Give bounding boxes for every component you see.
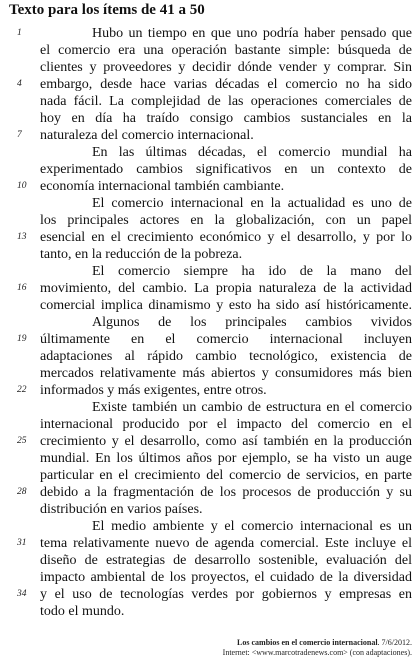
line-text: esencial en el crecimiento económico y el desarrollo, y por lo	[40, 230, 412, 245]
line-text: tanto, en la reducción de la pobreza.	[40, 247, 243, 262]
line-number: 22	[17, 385, 27, 395]
text-line	[0, 314, 420, 331]
line-number: 34	[17, 589, 27, 599]
text-line	[0, 110, 420, 127]
line-text: tema relativamente nuevo de agenda comercial. Este incluye el	[40, 536, 412, 551]
text-line	[0, 348, 420, 365]
line-text: experimentado cambios significativos en un contexto de	[40, 162, 412, 177]
line-text: Hubo un tiempo en que uno podría haber pensado que	[92, 26, 412, 41]
line-text: informados y más exigentes, entre otros.	[40, 383, 267, 398]
text-line	[0, 25, 420, 42]
text-line	[0, 450, 420, 467]
line-text: comercial implica dinamismo y esto ha sido así históricamente.	[40, 298, 412, 313]
text-line	[0, 59, 420, 76]
text-line	[0, 161, 420, 178]
line-text: embargo, desde hace varias décadas el comercio no ha sido	[40, 77, 412, 92]
text-line	[0, 484, 420, 501]
line-number: 10	[17, 181, 27, 191]
line-text: el comercio era una operación bastante simple: búsqueda de	[40, 43, 412, 58]
text-line	[0, 365, 420, 382]
line-number: 31	[17, 538, 27, 548]
text-line	[0, 195, 420, 212]
line-number: 7	[17, 130, 22, 140]
line-text: El comercio siempre ha ido de la mano del	[92, 264, 412, 279]
text-line	[0, 127, 420, 144]
text-line	[0, 535, 420, 552]
text-line	[0, 297, 420, 314]
text-line	[0, 416, 420, 433]
line-text: mercados relativamente más abiertos y consumidores más bien	[40, 366, 412, 381]
line-number: 25	[17, 436, 27, 446]
line-text: nada fácil. La complejidad de las operaciones comerciales de	[40, 94, 412, 109]
text-line	[0, 93, 420, 110]
text-line	[0, 518, 420, 535]
text-line	[0, 144, 420, 161]
line-text: economía internacional también cambiante.	[40, 179, 285, 194]
line-text: y el uso de tecnologías verdes por gobiernos y empresas en	[40, 587, 412, 602]
text-line	[0, 603, 420, 620]
line-text: Existe también un cambio de estructura en el comercio	[92, 400, 412, 415]
line-text: crecimiento y el desarrollo, como así también en la producción	[40, 434, 412, 449]
text-line	[0, 76, 420, 93]
line-text: impacto ambiental de los proyectos, el cuidado de la diversidad	[40, 570, 412, 585]
line-number: 4	[17, 79, 22, 89]
line-text: adaptaciones al rápido cambio tecnológico, existencia de	[40, 349, 412, 364]
text-line	[0, 263, 420, 280]
text-line	[0, 178, 420, 195]
text-line	[0, 212, 420, 229]
text-line	[0, 569, 420, 586]
source-line-1	[223, 638, 412, 648]
line-text: mundial. En los últimos años por ejemplo, se ha visto un auge	[40, 451, 412, 466]
line-text: Algunos de los principales cambios vividos	[92, 315, 412, 330]
line-text: los principales actores en la globalización, con un papel	[40, 213, 412, 228]
line-number: 19	[17, 334, 27, 344]
source-date: . 7/6/2012.	[377, 638, 412, 647]
text-line	[0, 552, 420, 569]
source-line-2: Internet: <www.marcotradenews.com> (con adaptaciones).	[222, 648, 412, 657]
line-text: En las últimas décadas, el comercio mundial ha	[92, 145, 412, 160]
line-text: clientes y proveedores y decidir dónde vender y comprar. Sin	[40, 60, 412, 75]
line-text: El comercio internacional en la actualidad es uno de	[92, 196, 412, 211]
line-text: naturaleza del comercio internacional.	[40, 128, 254, 143]
line-number: 1	[17, 28, 22, 38]
text-line	[0, 280, 420, 297]
text-line	[0, 42, 420, 59]
text-body	[0, 25, 420, 620]
line-text: movimiento, del cambio. La propia naturaleza de la actividad	[40, 281, 412, 296]
line-text: diseño de estrategias de desarrollo sostenible, evaluación del	[40, 553, 412, 568]
text-line	[0, 229, 420, 246]
text-line	[0, 399, 420, 416]
line-text: distribución en varios países.	[40, 502, 203, 517]
source-citation	[223, 638, 412, 658]
text-line	[0, 246, 420, 263]
text-line	[0, 331, 420, 348]
line-text: El medio ambiente y el comercio internacional es un	[92, 519, 412, 534]
text-line	[0, 467, 420, 484]
line-text: hoy en día ha traído consigo cambios sustanciales en la	[40, 111, 412, 126]
line-text: particular en el crecimiento del comercio de servicios, en parte	[40, 468, 412, 483]
line-number: 28	[17, 487, 27, 497]
line-text: últimamente en el comercio internacional incluyen	[40, 332, 412, 347]
section-title: Texto para los ítems de 41 a 50	[9, 2, 205, 18]
line-text: debido a la fragmentación de los procesos de producción y su	[40, 485, 412, 500]
text-line	[0, 382, 420, 399]
text-line	[0, 501, 420, 518]
source-article-title: Los cambios en el comercio internacional	[237, 638, 378, 647]
line-number: 13	[17, 232, 27, 242]
text-line	[0, 433, 420, 450]
line-text: todo el mundo.	[40, 604, 125, 619]
text-line	[0, 586, 420, 603]
line-number: 16	[17, 283, 27, 293]
line-text: internacional producido por el impacto del comercio en el	[40, 417, 412, 432]
